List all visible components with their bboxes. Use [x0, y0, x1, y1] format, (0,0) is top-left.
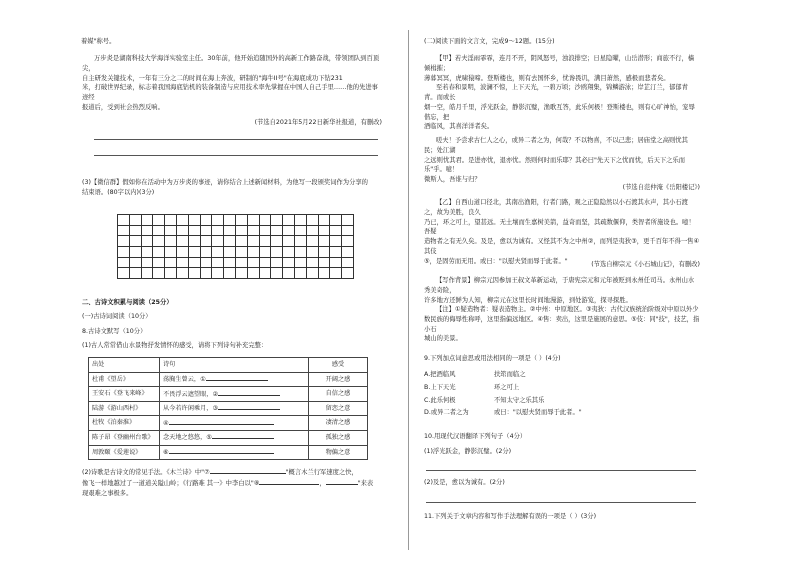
question-10-1: (1)浮光跃金，静影沉璧。(2分) — [424, 448, 512, 455]
blank-8b[interactable] — [326, 478, 358, 485]
poem-source-text: 陈子昂《登幽州台歌》 — [92, 433, 154, 441]
poem-feeling — [309, 372, 368, 387]
grid-cell[interactable] — [318, 257, 330, 268]
grid-cell[interactable] — [271, 225, 283, 236]
poem-source — [89, 416, 160, 431]
q2-part-5: "来表 — [357, 479, 374, 487]
blank-7[interactable] — [210, 467, 286, 474]
option-d[interactable] — [424, 408, 700, 418]
grid-cell[interactable] — [224, 215, 236, 226]
poem-source — [89, 445, 160, 460]
news-line-3: 米，打破世界纪录，标志着我国海底钻机的装备制造与应用技术率先掌握在中国人自己手里……他的先进事迹经 — [82, 84, 378, 101]
grid-cell[interactable] — [212, 247, 224, 258]
poem-verse-text: 不畏浮云遮望眼，② — [163, 390, 219, 398]
question-9-options — [424, 370, 700, 421]
poem-row — [89, 430, 368, 445]
writing-background — [424, 276, 700, 305]
poem-feeling — [309, 430, 368, 445]
grid-cell[interactable] — [165, 225, 177, 236]
question-8: 8.古诗文默写（10分） — [82, 328, 147, 335]
option-b[interactable] — [424, 383, 700, 393]
grid-cell[interactable] — [176, 257, 188, 268]
question-3 — [82, 178, 382, 198]
option-left: B.上下天光 — [424, 383, 456, 391]
grid-cell[interactable] — [200, 268, 212, 279]
poem-verse — [160, 401, 309, 416]
grid-cell[interactable] — [141, 257, 153, 268]
grid-cell[interactable] — [330, 268, 342, 279]
option-c[interactable] — [424, 396, 700, 406]
poem-verse-text: ⑥ — [163, 449, 169, 457]
source-jia: (节选自范仲淹《岳阳楼记》) — [622, 184, 700, 191]
poem-row — [89, 416, 368, 431]
source-yi: (节选自柳宗元《小石城山记》，有删改) — [591, 261, 700, 268]
answer-line[interactable] — [426, 502, 696, 503]
grid-cell[interactable] — [235, 225, 247, 236]
question-8-1: (1)古人常常借山水景物抒发情怀的感受，请将下列诗句补充完整： — [82, 342, 268, 349]
grid-cell[interactable] — [200, 257, 212, 268]
grid-cell[interactable] — [129, 257, 141, 268]
section-2-title: 二、古诗文积累与阅读（25分） — [82, 299, 173, 306]
news-source: (节选自2021年5月22日新华社报道，有删改) — [254, 119, 382, 126]
option-right: 不知太守之乐其乐 — [494, 396, 545, 404]
grid-cell[interactable] — [165, 247, 177, 258]
poem-table-header — [89, 358, 368, 373]
grid-cell[interactable] — [118, 247, 130, 258]
poem-feeling — [309, 387, 368, 402]
grid-cell[interactable] — [306, 215, 318, 226]
poem-verse — [160, 445, 309, 460]
grid-cell[interactable] — [330, 257, 342, 268]
grid-cell[interactable] — [283, 225, 295, 236]
question-11: 11.下列关于文章内容和写作手法理解有误的一项是（ ）(3分) — [424, 513, 597, 520]
grid-cell[interactable] — [176, 268, 188, 279]
right-column — [424, 0, 700, 562]
poem-feeling-text: 开阔之感 — [325, 375, 351, 383]
grid-cell[interactable] — [153, 225, 165, 236]
grid-cell[interactable] — [118, 236, 130, 247]
grid-cell[interactable] — [224, 225, 236, 236]
poem-table — [88, 357, 368, 460]
poem-source-text: 杜牧《泊秦淮》 — [92, 419, 136, 427]
question-3-line-2: 结束语。(80字以内)(3分) — [82, 188, 155, 196]
poem-source-text: 陆游《游山西村》 — [92, 404, 142, 412]
header-source: 出处 — [89, 358, 160, 373]
yi-line-2: 乃已，环之可上，望甚远。无土壤而生嘉树美箭，益奇而坚，其疏数偃仰，类智者所施设也。噫！吾疑 — [424, 218, 695, 236]
header-verse: 诗句 — [160, 358, 309, 373]
grid-row — [118, 225, 354, 236]
grid-cell[interactable] — [342, 236, 354, 247]
question-10-2: (2)及是，愈以为诚有。(2分) — [424, 479, 505, 486]
poem-feeling — [309, 401, 368, 416]
option-right: 扶筇而临之 — [494, 371, 526, 378]
poem-verse — [160, 430, 309, 445]
grid-cell[interactable] — [118, 268, 130, 279]
subsection-poetry: (一)古诗词阅读（10分） — [82, 313, 152, 320]
option-a[interactable] — [424, 370, 700, 380]
grid-cell[interactable] — [247, 215, 259, 226]
question-3-line-1: (3)【微信群】假如你在活动中为万步炎的事迹，请你结合上述新闻材料，为他写一段颁奖词作为分享的 — [82, 179, 368, 186]
grid-cell[interactable] — [118, 225, 130, 236]
poem-source — [89, 430, 160, 445]
q2-part-1: (2)诗歌是古诗文的常见手法。《木兰诗》中"⑦ — [82, 469, 210, 476]
grid-cell[interactable] — [188, 257, 200, 268]
poem-feeling-text: 自信之感 — [325, 390, 351, 398]
grid-cell[interactable] — [306, 257, 318, 268]
grid-cell[interactable] — [271, 236, 283, 247]
poem-source — [89, 401, 160, 416]
q2-part-6: 现艰难之事极多。 — [82, 489, 133, 497]
verse-blank[interactable] — [218, 389, 280, 396]
grid-cell[interactable] — [188, 236, 200, 247]
verse-blank[interactable] — [218, 403, 280, 410]
grid-cell[interactable] — [294, 236, 306, 247]
reading-header: (二)阅读下面的文言文，完成9～12题。(15分) — [424, 38, 555, 45]
grid-cell[interactable] — [176, 225, 188, 236]
grid-cell[interactable] — [141, 225, 153, 236]
grid-cell[interactable] — [330, 247, 342, 258]
answer-line[interactable] — [426, 470, 696, 471]
grid-cell[interactable] — [141, 247, 153, 258]
poem-source — [89, 372, 160, 387]
writing-grid[interactable] — [117, 214, 354, 279]
grid-cell[interactable] — [235, 236, 247, 247]
grid-cell[interactable] — [283, 257, 295, 268]
poem-feeling — [309, 445, 368, 460]
grid-cell[interactable] — [247, 268, 259, 279]
grid-cell[interactable] — [200, 215, 212, 226]
grid-cell[interactable] — [342, 215, 354, 226]
option-left: C.此乐何极 — [424, 396, 456, 404]
background-line-2: 许多地方还鲜为人知，柳宗元在这里长时间地漫游，到处游览，探寻探胜。 — [424, 296, 632, 304]
grid-cell[interactable] — [318, 247, 330, 258]
question-8-2 — [82, 467, 386, 498]
grid-cell[interactable] — [306, 225, 318, 236]
grid-cell[interactable] — [306, 247, 318, 258]
grid-cell[interactable] — [200, 236, 212, 247]
option-right: 环之可上 — [494, 383, 520, 391]
blank-8a[interactable] — [259, 478, 319, 485]
yi-line-1: 【乙】自西山道口径北，其南出渔阳，行者门路，观之正隐隐然以小石渡其水声，其小石渡之，故为美胜，良久 — [424, 199, 688, 216]
jia-line-4: 烟一空，皓月千里，浮光跃金，静影沉璧，渔歌互答，此乐何极！登斯楼也，则有心旷神怡，宠辱偕忘，把 — [424, 103, 695, 121]
grid-cell[interactable] — [165, 257, 177, 268]
grid-cell[interactable] — [165, 236, 177, 247]
left-column — [82, 0, 382, 562]
grid-cell[interactable] — [165, 215, 177, 226]
grid-cell[interactable] — [271, 247, 283, 258]
poem-source-text: 杜甫《望岳》 — [92, 375, 130, 383]
verse-blank[interactable] — [169, 418, 274, 425]
grid-cell[interactable] — [318, 225, 330, 236]
q2-part-3: 像飞一样地越过了一道道关隘山岭；《行路难 其一》中李白以"⑧ — [82, 479, 260, 487]
poem-source-text: 周敦颐《爱莲说》 — [92, 448, 142, 456]
poem-verse — [160, 372, 309, 387]
option-right: 或曰："以慰夫贤而辱于此者。" — [494, 409, 582, 417]
poem-feeling-text: 凄清之感 — [325, 419, 351, 427]
poem-verse — [160, 387, 309, 402]
grid-cell[interactable] — [200, 225, 212, 236]
verse-blank[interactable] — [206, 374, 268, 381]
poem-feeling-text: 物偏之意 — [325, 448, 351, 456]
grid-cell[interactable] — [165, 268, 177, 279]
poem-feeling — [309, 416, 368, 431]
grid-cell[interactable] — [271, 257, 283, 268]
passage-yi — [424, 198, 700, 266]
grid-cell[interactable] — [212, 257, 224, 268]
poem-verse-text: 念天地之悠悠，⑤ — [163, 434, 212, 442]
poem-row — [89, 372, 368, 387]
grid-cell[interactable] — [318, 236, 330, 247]
grid-cell[interactable] — [294, 268, 306, 279]
grid-cell[interactable] — [188, 247, 200, 258]
grid-cell[interactable] — [141, 268, 153, 279]
news-line-1: 万步炎是湖南科技大学海洋实验室主任。30年前，他开始追随国外的高新工作路奋战，带领团队到百顶尖， — [82, 55, 380, 72]
verse-blank[interactable] — [169, 447, 274, 454]
grid-cell[interactable] — [318, 215, 330, 226]
grid-cell[interactable] — [306, 236, 318, 247]
grid-cell[interactable] — [235, 215, 247, 226]
grid-cell[interactable] — [188, 225, 200, 236]
poem-feeling-text: 留恋之意 — [325, 404, 351, 412]
grid-cell[interactable] — [294, 247, 306, 258]
yi-line-4: ⑤，是固劳而无用。或曰："以慰夫贤而辱于此者。" — [424, 257, 568, 265]
intro-line: 着媒"称号。 — [81, 38, 116, 45]
grid-cell[interactable] — [330, 236, 342, 247]
grid-cell[interactable] — [176, 215, 188, 226]
grid-cell[interactable] — [283, 247, 295, 258]
jia-line-7: 之远则忧其君。是进亦忧，退亦忧。然则何时而乐耶？其必曰"先天下之忧而忧，后天下之乐而乐"乎。噫！ — [424, 156, 686, 174]
poem-row — [89, 387, 368, 402]
poem-source — [89, 387, 160, 402]
grid-cell[interactable] — [141, 236, 153, 247]
poem-verse — [160, 416, 309, 431]
option-left: D.或异二者之为 — [424, 409, 469, 417]
q2-part-4: ， — [319, 479, 326, 487]
grid-cell[interactable] — [306, 268, 318, 279]
grid-cell[interactable] — [129, 236, 141, 247]
note-line-1: 【注】①疑造物者：疑表造物主。②中州：中原地区。③夷狄：古代汉族统治阶级对中原以外少 — [436, 306, 699, 313]
news-line-4: 报道后，受到社会热烈反响。 — [82, 103, 164, 111]
grid-cell[interactable] — [259, 257, 271, 268]
question-10: 10.用现代汉语翻译下列句子（4分） — [424, 433, 527, 440]
poem-verse-text: 荡胸生曾云，① — [163, 376, 206, 384]
grid-cell[interactable] — [294, 215, 306, 226]
grid-cell[interactable] — [247, 247, 259, 258]
grid-cell[interactable] — [212, 215, 224, 226]
grid-cell[interactable] — [330, 225, 342, 236]
poem-feeling-text: 孤独之感 — [325, 433, 351, 441]
grid-row — [118, 247, 354, 258]
grid-row — [118, 257, 354, 268]
passage-jia — [424, 54, 700, 185]
verse-blank[interactable] — [212, 432, 274, 439]
answer-line[interactable] — [94, 139, 378, 140]
header-feeling: 感受 — [309, 358, 368, 373]
grid-cell[interactable] — [342, 247, 354, 258]
option-left: A.把酒临风 — [424, 371, 456, 378]
grid-cell[interactable] — [259, 225, 271, 236]
grid-cell[interactable] — [212, 225, 224, 236]
annotations — [424, 305, 700, 344]
jia-line-6: 嗟夫！予尝求古仁人之心，或异二者之为，何哉？不以物喜，不以己悲；居庙堂之高则忧其民；处江湖 — [424, 137, 688, 154]
grid-cell[interactable] — [141, 215, 153, 226]
grid-cell[interactable] — [342, 268, 354, 279]
grid-cell[interactable] — [247, 225, 259, 236]
grid-cell[interactable] — [318, 268, 330, 279]
grid-cell[interactable] — [235, 268, 247, 279]
grid-cell[interactable] — [247, 257, 259, 268]
jia-line-2: 薄暮冥冥，虎啸猿啼。登斯楼也，则有去国怀乡，忧谗畏讥，满目萧然，感极而悲者矣。 — [424, 74, 670, 82]
grid-cell[interactable] — [330, 215, 342, 226]
grid-cell[interactable] — [176, 247, 188, 258]
grid-cell[interactable] — [118, 215, 130, 226]
grid-cell[interactable] — [247, 236, 259, 247]
grid-cell[interactable] — [283, 236, 295, 247]
grid-cell[interactable] — [224, 268, 236, 279]
grid-cell[interactable] — [224, 247, 236, 258]
answer-line[interactable] — [94, 155, 378, 156]
grid-cell[interactable] — [259, 268, 271, 279]
q2-part-2: "概言木兰行军速度之快， — [285, 469, 358, 476]
grid-cell[interactable] — [259, 247, 271, 258]
grid-row — [118, 268, 354, 279]
jia-line-1: 【甲】若夫淫雨霏霏，连月不开，阴风怒号，浊浪排空；日星隐曜，山岳潜形；商旅不行，樯倾楫摧； — [424, 55, 695, 72]
grid-cell[interactable] — [212, 268, 224, 279]
jia-line-8: 微斯人，吾谁与归？ — [424, 176, 481, 183]
grid-cell[interactable] — [259, 215, 271, 226]
poem-verse-text: ④ — [163, 419, 169, 427]
column-divider — [408, 30, 409, 550]
grid-cell[interactable] — [153, 257, 165, 268]
grid-cell[interactable] — [188, 268, 200, 279]
background-line-1: 【写作背景】柳宗元因参加王叔文革新运动，于唐宪宗元和元年被贬到永州任司马。永州山水秀美奇险， — [424, 277, 695, 294]
grid-cell[interactable] — [118, 257, 130, 268]
poem-verse-text: 从今若许闲乘月，③ — [163, 405, 219, 413]
grid-cell[interactable] — [212, 236, 224, 247]
yi-line-3: 造物者之有无久矣。及是，愈以为诚有。又怪其不为之中州②，而列是夷狄③，更千百年不得一售④其伎 — [424, 238, 700, 255]
grid-cell[interactable] — [235, 257, 247, 268]
grid-cell[interactable] — [283, 215, 295, 226]
note-line-2: 数民族的侮辱性称呼，这里指偏远地区。④售：卖出，这里是施展的意思。⑤伎：同"技"，技艺，指小石 — [424, 315, 700, 333]
grid-cell[interactable] — [283, 268, 295, 279]
jia-line-5: 酒临风，其喜洋洋者矣。 — [424, 123, 494, 131]
grid-cell[interactable] — [271, 268, 283, 279]
poem-row — [89, 445, 368, 460]
grid-cell[interactable] — [153, 268, 165, 279]
grid-cell[interactable] — [153, 247, 165, 258]
grid-cell[interactable] — [200, 247, 212, 258]
grid-cell[interactable] — [129, 268, 141, 279]
grid-row — [118, 215, 354, 226]
grid-cell[interactable] — [224, 257, 236, 268]
grid-cell[interactable] — [294, 257, 306, 268]
news-paragraph — [82, 54, 382, 113]
grid-cell[interactable] — [271, 215, 283, 226]
grid-cell[interactable] — [129, 225, 141, 236]
grid-cell[interactable] — [188, 215, 200, 226]
grid-cell[interactable] — [129, 215, 141, 226]
grid-cell[interactable] — [129, 247, 141, 258]
poem-row — [89, 401, 368, 416]
grid-cell[interactable] — [153, 236, 165, 247]
grid-cell[interactable] — [153, 215, 165, 226]
grid-cell[interactable] — [342, 225, 354, 236]
jia-line-3: 至若春和景明，波澜不惊，上下天光，一碧万顷；沙鸥翔集，锦鳞游泳；岸芷汀兰，郁郁青青。而或长 — [424, 84, 688, 101]
grid-cell[interactable] — [224, 236, 236, 247]
grid-cell[interactable] — [259, 236, 271, 247]
grid-row — [118, 236, 354, 247]
grid-cell[interactable] — [235, 247, 247, 258]
grid-cell[interactable] — [176, 236, 188, 247]
note-line-3: 城山的美景。 — [424, 335, 462, 343]
grid-cell[interactable] — [294, 225, 306, 236]
news-line-2: 自主研发关键技术，一年有三分之二的时间在海上奔波，研制的"海牛II号"在海底成功下钻231 — [82, 74, 343, 82]
grid-cell[interactable] — [342, 257, 354, 268]
question-9: 9.下列加点词意思或用法相同的一项是（ ）(4分) — [424, 355, 561, 362]
poem-source-text: 王安石《登飞来峰》 — [92, 390, 148, 398]
